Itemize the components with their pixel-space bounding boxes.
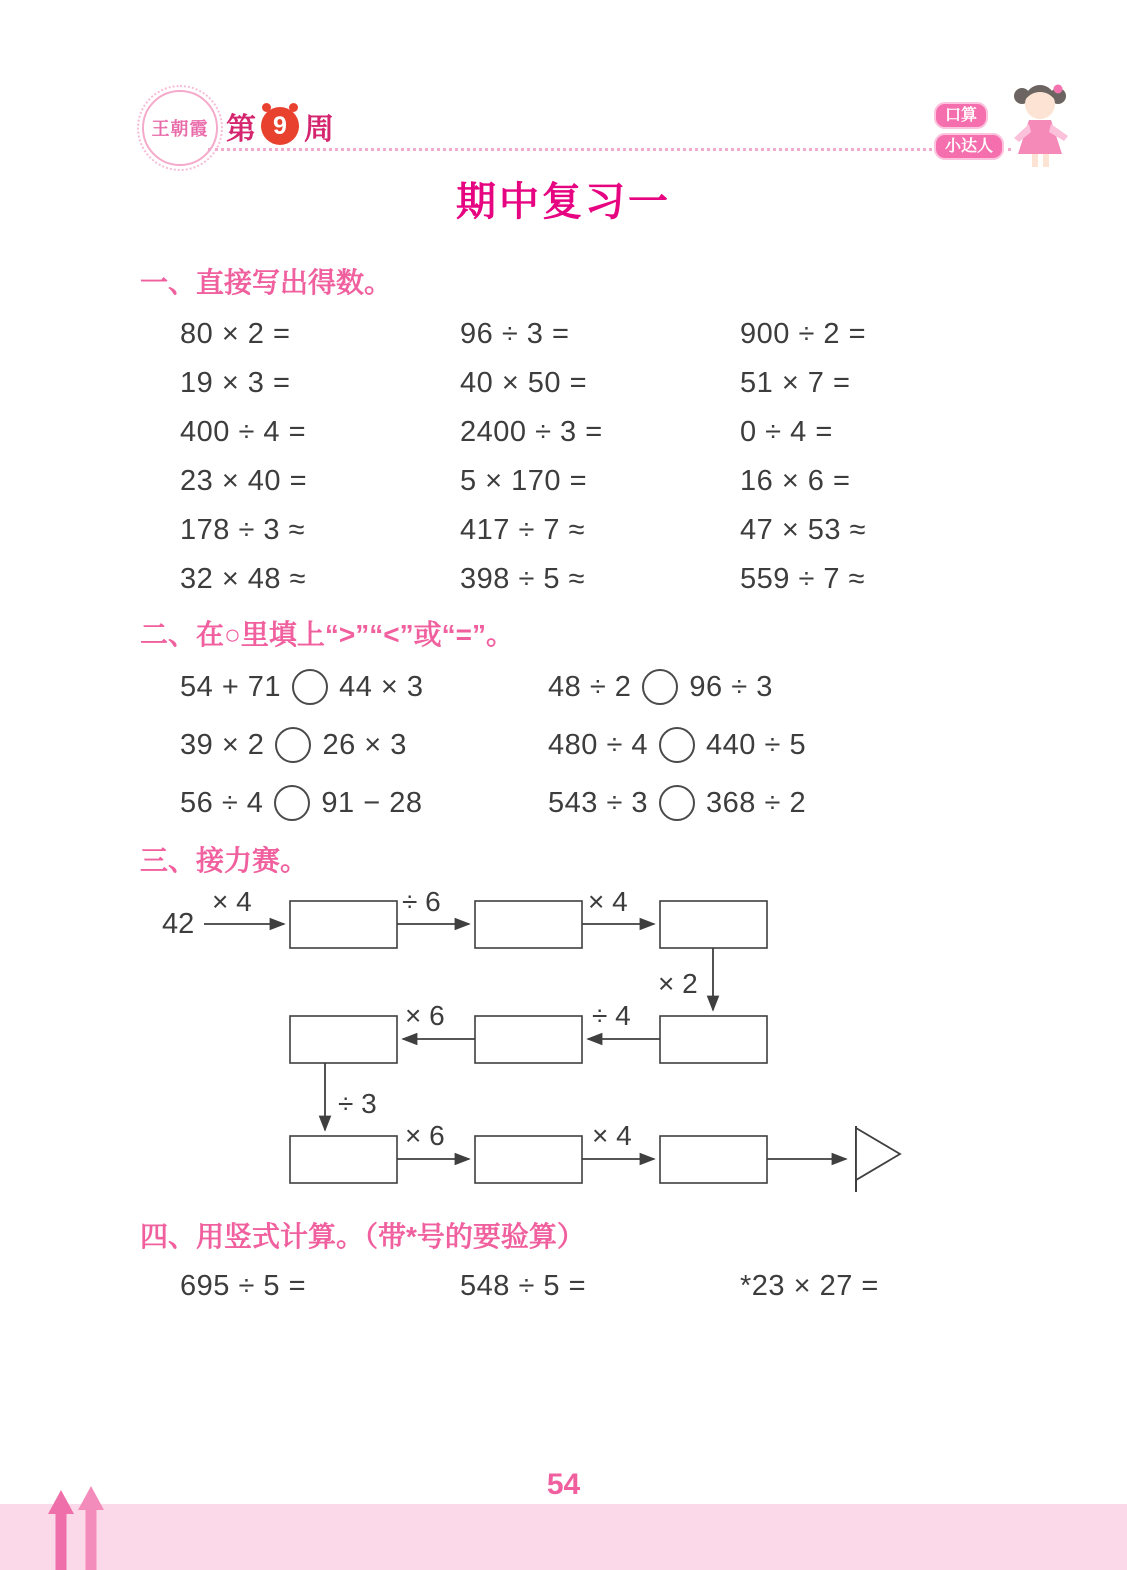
series-badge-top: 口算: [934, 102, 988, 129]
answer-circle[interactable]: [292, 669, 328, 705]
relay-answer-box[interactable]: [475, 1016, 582, 1063]
math-problem: 398 ÷ 5 ≈: [460, 563, 586, 595]
relay-op-label: × 4: [212, 886, 252, 917]
relay-start-value: 42: [162, 908, 195, 940]
relay-answer-box[interactable]: [290, 1016, 397, 1063]
week-label: [226, 104, 334, 148]
relay-op-label: × 4: [592, 1120, 632, 1151]
corner-arrows-decoration: [46, 1486, 108, 1570]
relay-op-label: ÷ 3: [338, 1088, 377, 1119]
relay-answer-box[interactable]: [660, 901, 767, 948]
relay-op-label: × 2: [658, 968, 698, 999]
math-problem: 96 ÷ 3 =: [460, 318, 570, 350]
section-comparisons: [0, 618, 1127, 832]
comparison-right: 91 − 28: [321, 786, 423, 819]
relay-op-label: × 6: [405, 1120, 445, 1151]
week-prefix: 第: [226, 113, 256, 146]
page-number: 54: [546, 1468, 581, 1501]
page-content: [0, 176, 1127, 1308]
section2-comparison-grid: [140, 658, 1047, 832]
math-problem: 40 × 50 =: [460, 367, 588, 399]
relay-op-label: × 4: [588, 886, 628, 917]
comparison-item: [180, 658, 548, 716]
section-vertical-calculation: [0, 1220, 1127, 1308]
math-problem: 19 × 3 =: [180, 367, 291, 399]
relay-diagram-graphics: [140, 886, 1127, 1216]
section2-heading: 二、在○里填上“>”“<”或“=”。: [140, 619, 514, 650]
series-badge-bottom: 小达人: [934, 133, 1004, 160]
math-problem: 400 ÷ 4 =: [180, 416, 307, 448]
relay-diagram: [140, 886, 1127, 1216]
comparison-right: 96 ÷ 3: [689, 670, 773, 703]
math-problem: 0 ÷ 4 =: [740, 416, 833, 448]
comparison-item: [548, 774, 1047, 832]
publisher-logo-text: 王朝霞: [151, 119, 209, 139]
math-problem: 695 ÷ 5 =: [180, 1270, 307, 1302]
alarm-clock-icon: [261, 107, 299, 145]
answer-circle[interactable]: [659, 785, 695, 821]
comparison-left: 543 ÷ 3: [548, 786, 649, 819]
comparison-right: 368 ÷ 2: [706, 786, 807, 819]
series-badge: [934, 102, 1004, 160]
answer-circle[interactable]: [659, 727, 695, 763]
answer-circle[interactable]: [274, 785, 310, 821]
section4-heading: 四、用竖式计算。（带*号的要验算）: [140, 1221, 585, 1252]
answer-circle[interactable]: [642, 669, 678, 705]
relay-answer-box[interactable]: [660, 1016, 767, 1063]
relay-answer-box[interactable]: [290, 1136, 397, 1183]
relay-op-label: ÷ 4: [592, 1000, 631, 1031]
relay-op-label: ÷ 6: [402, 886, 441, 917]
publisher-logo: [142, 90, 218, 166]
comparison-left: 54 + 71: [180, 670, 282, 703]
math-problem: 5 × 170 =: [460, 465, 588, 497]
comparison-left: 480 ÷ 4: [548, 728, 649, 761]
section-relay-race: [0, 844, 1127, 1216]
math-problem: 47 × 53 ≈: [740, 514, 867, 546]
math-problem: *23 × 27 =: [740, 1270, 879, 1302]
relay-op-label: × 6: [405, 1000, 445, 1031]
math-problem: 178 ÷ 3 ≈: [180, 514, 306, 546]
section-direct-answers: [0, 266, 1127, 604]
week-suffix: 周: [304, 113, 334, 146]
math-problem: 23 × 40 =: [180, 465, 308, 497]
math-problem: 80 × 2 =: [180, 318, 291, 350]
math-problem: 900 ÷ 2 =: [740, 318, 867, 350]
finish-flag-icon: [856, 1128, 900, 1180]
comparison-item: [180, 716, 548, 774]
comparison-item: [180, 774, 548, 832]
comparison-left: 48 ÷ 2: [548, 670, 632, 703]
relay-answer-box[interactable]: [475, 901, 582, 948]
comparison-right: 44 × 3: [339, 670, 424, 703]
comparison-right: 26 × 3: [322, 728, 407, 761]
week-number: 9: [273, 111, 287, 140]
section3-heading: 三、接力赛。: [140, 845, 309, 876]
section1-problem-grid: [140, 310, 1047, 604]
math-problem: 51 × 7 =: [740, 367, 851, 399]
math-problem: 32 × 48 ≈: [180, 563, 307, 595]
section4-problem-grid: [140, 1264, 1047, 1308]
math-problem: 2400 ÷ 3 =: [460, 416, 603, 448]
comparison-item: [548, 716, 1047, 774]
mascot-girl-illustration: [1000, 78, 1084, 170]
math-problem: 548 ÷ 5 =: [460, 1270, 587, 1302]
relay-answer-box[interactable]: [660, 1136, 767, 1183]
math-problem: 16 × 6 =: [740, 465, 851, 497]
answer-circle[interactable]: [275, 727, 311, 763]
math-problem: 417 ÷ 7 ≈: [460, 514, 586, 546]
comparison-left: 39 × 2: [180, 728, 265, 761]
comparison-right: 440 ÷ 5: [706, 728, 807, 761]
page-title: 期中复习一: [456, 180, 671, 224]
bottom-pink-band: [0, 1504, 1127, 1570]
header-dotted-divider: [208, 148, 1011, 151]
comparison-item: [548, 658, 1047, 716]
math-problem: 559 ÷ 7 ≈: [740, 563, 866, 595]
relay-answer-box[interactable]: [290, 901, 397, 948]
relay-answer-box[interactable]: [475, 1136, 582, 1183]
section1-heading: 一、直接写出得数。: [140, 267, 393, 298]
comparison-left: 56 ÷ 4: [180, 786, 264, 819]
